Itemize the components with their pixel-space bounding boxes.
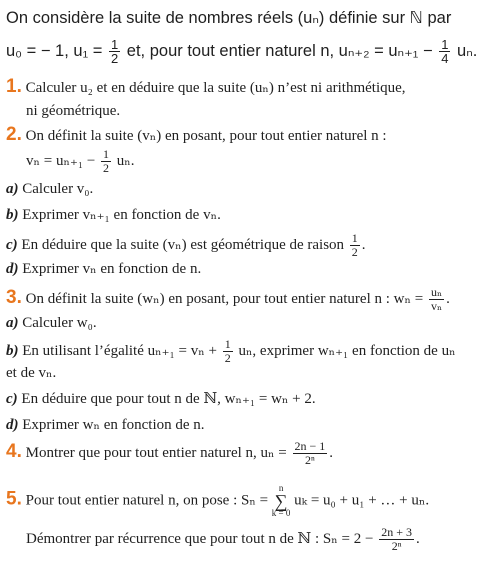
intro-text-c: uₙ.	[457, 41, 477, 60]
question-2a: a) Calculer v₀.	[6, 181, 94, 197]
question-number: 3.	[6, 286, 22, 308]
fraction-one-half: $\frac{1}{2}$	[110, 37, 119, 66]
fraction-formula: $\frac{2n - 1}{\text{2ⁿ}}$	[294, 439, 326, 467]
question-number: 1.	[6, 76, 22, 97]
question-5-line-2: Démontrer par récurrence que pour tout n de ℕ : Sₙ = 2 − $\frac{2n + 3}{\text{2ⁿ}}$ .	[26, 525, 420, 553]
fraction-one-quarter: $\frac{1}{4}$	[441, 37, 449, 66]
intro-text-a: u₀ = − 1, u₁ =	[6, 41, 103, 60]
question-number: 2.	[6, 124, 22, 145]
question-2c: c) En déduire que la suite (vₙ) est géométrique de raison $\frac{1}{2}$ .	[6, 231, 366, 259]
question-3d: d) Exprimer wₙ en fonction de n.	[6, 417, 205, 433]
question-1-line-2: ni géométrique.	[26, 103, 121, 119]
fraction-one-half: $\frac{1}{2}$	[103, 147, 110, 175]
question-2-definition: vₙ = uₙ₊₁ − $\frac{1}{2}$ uₙ.	[26, 147, 135, 175]
question-3c: c) En déduire que pour tout n de ℕ, wₙ₊₁ = wₙ + 2.	[6, 391, 316, 407]
question-text: On définit la suite (vₙ) en posant, pour tout entier naturel n :	[25, 128, 387, 144]
fraction-u-over-v: $\frac{\text{uₙ}}{\text{vₙ}}$	[430, 285, 443, 313]
question-number: 5.	[6, 488, 22, 510]
intro-text-b: et, pour tout entier naturel n, uₙ₊₂ = uₙ₊₁ −	[126, 41, 433, 60]
question-3a: a) Calculer w₀.	[6, 315, 97, 331]
sum-symbol: n ∑ k = 0	[271, 483, 291, 518]
question-4: 4. Montrer que pour tout entier naturel n, uₙ = $\frac{2n - 1}{\text{2ⁿ}}$ .	[6, 439, 334, 467]
question-number: 4.	[6, 440, 22, 462]
question-1	[6, 78, 406, 97]
question-text: Calculer u₂ et en déduire que la suite (uₙ) n’est ni arithmétique,	[25, 80, 406, 96]
question-5: 5. Pour tout entier naturel n, on pose : Sₙ = n ∑ k = 0 uₖ = u₀ + u₁ + … + uₙ.	[6, 483, 430, 518]
question-3b: b) En utilisant l’égalité uₙ₊₁ = vₙ + $\frac{1}{2}$ uₙ, exprimer wₙ₊₁ en fonction de uₙ	[6, 337, 456, 365]
question-2b: b) Exprimer vₙ₊₁ en fonction de vₙ.	[6, 207, 221, 223]
question-3b-line-2: et de vₙ.	[6, 365, 57, 381]
intro-line-1: On considère la suite de nombres réels (uₙ) définie sur ℕ par	[6, 9, 452, 27]
question-3: 3. On définit la suite (wₙ) en posant, pour tout entier naturel n : wₙ = $\frac{\text{uₙ}}{\text{vₙ}}$ .	[6, 285, 450, 313]
question-2	[6, 126, 387, 145]
fraction-one-half: $\frac{1}{2}$	[224, 337, 231, 365]
fraction-formula: $\frac{2n + 3}{\text{2ⁿ}}$	[381, 525, 412, 553]
fraction-one-half: $\frac{1}{2}$	[351, 231, 358, 259]
question-2d: d) Exprimer vₙ en fonction de n.	[6, 261, 202, 277]
intro-line-2	[6, 38, 477, 65]
